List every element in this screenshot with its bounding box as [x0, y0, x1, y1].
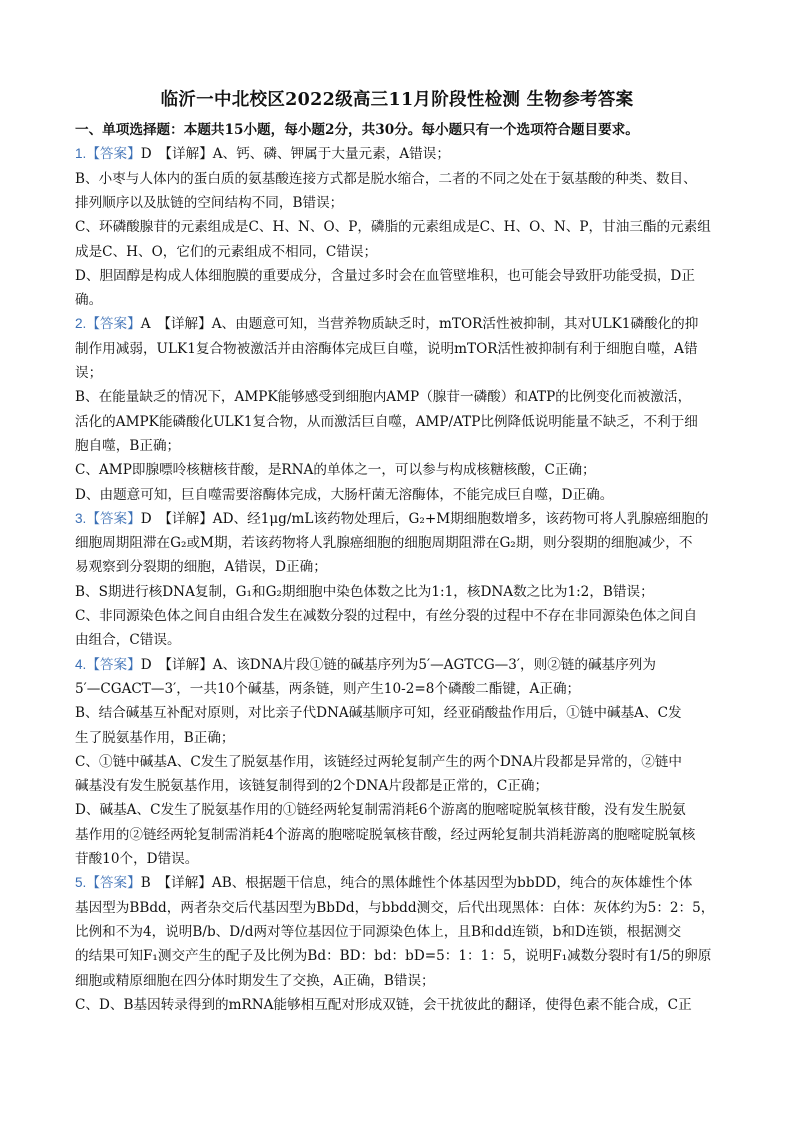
answer-line-text: 由组合，C错误。 [75, 632, 181, 649]
answer-line-text: 活化的AMPK能磷酸化ULK1复合物，从而激活巨自噬，AMP/ATP比例降低说明能量不缺乏，不利于细 [75, 413, 698, 430]
answer-line-text: 易观察到分裂期的细胞，A错误，D正确； [75, 559, 327, 576]
answer-line-text: 确。 [75, 292, 103, 309]
answer-line [75, 580, 725, 604]
answer-line-text: 【详解】AD、经1μg/mL该药物处理后，G₂+M期细胞数增多，该药物可将人乳腺癌细胞的 [151, 510, 709, 527]
answer-line [75, 483, 725, 507]
answer-line-text: 胞自噬，B正确； [75, 437, 181, 454]
answer-line-text: D、胆固醇是构成人体细胞膜的重要成分，含量过多时会在血管壁堆积，也可能会导致肝功能受损，D正 [75, 267, 695, 284]
answer-line [75, 215, 725, 239]
answer-line [75, 823, 725, 847]
answer-line [75, 385, 725, 409]
answer-line [75, 774, 725, 798]
answer-line [75, 628, 725, 652]
answer-line [75, 507, 725, 531]
answer-line-text: 【详解】A、钙、磷、钾属于大量元素，A错误； [151, 146, 450, 163]
answer-line [75, 798, 725, 822]
answer-line-text: 制作用减弱，ULK1复合物被激活并由溶酶体完成巨自噬，说明mTOR活性被抑制有利于细胞自噬，A错 [75, 340, 698, 357]
answer-choice: D [140, 146, 152, 163]
answer-line-text: C、①链中碱基A、C发生了脱氨基作用，该链经过两轮复制产生的两个DNA片段都是异常的，②链中 [75, 753, 682, 770]
answer-line-text: 细胞周期阻滞在G₂或M期，若该药物将人乳腺癌细胞的细胞周期阻滞在G₂期，则分裂期的细胞减少，不 [75, 535, 693, 552]
answer-line-text: B、在能量缺乏的情况下，AMPK能够感受到细胞内AMP（腺苷一磷酸）和ATP的比例变化而被激活， [75, 389, 692, 406]
answer-line [75, 920, 725, 944]
answer-line [75, 337, 725, 361]
answer-line [75, 288, 725, 312]
answer-line-text: B、小枣与人体内的蛋白质的氨基酸连接方式都是脱水缩合，二者的不同之处在于氨基酸的种类、数目、 [75, 170, 697, 187]
answer-line-text: C、AMP即腺嘌呤核糖核苷酸，是RNA的单体之一，可以参与构成核糖核酸，C正确； [75, 462, 596, 479]
answer-line [75, 531, 725, 555]
answer-line-text: B、结合碱基互补配对原则，对比亲子代DNA碱基顺序可知，经亚硝酸盐作用后，①链中碱基A、C发 [75, 705, 682, 722]
answer-line [75, 142, 725, 166]
question-number: 1. [75, 146, 87, 162]
answer-line [75, 871, 725, 895]
answer-line-text: B、S期进行核DNA复制，G₁和G₂期细胞中染色体数之比为1:1，核DNA数之比为1:2，B错误； [75, 583, 654, 600]
answer-line [75, 458, 725, 482]
answer-line-text: C、D、B基因转录得到的mRNA能够相互配对形成双链，会干扰彼此的翻译，使得色素不能合成，C正 [75, 996, 692, 1013]
question-number: 2. [75, 316, 87, 332]
answer-line [75, 944, 725, 968]
answer-line [75, 969, 725, 993]
answer-line [75, 896, 725, 920]
answer-line [75, 555, 725, 579]
answer-line-text: 【详解】A、该DNA片段①链的碱基序列为5′—AGTCG—3′，则②链的碱基序列为 [151, 656, 656, 673]
answer-line [75, 993, 725, 1017]
question-number: 4. [75, 656, 87, 672]
answer-tag: 【答案】 [86, 510, 141, 527]
answer-line [75, 167, 725, 191]
answer-line-text: 生了脱氨基作用，B正确； [75, 729, 235, 746]
answer-tag: 【答案】 [86, 316, 141, 333]
answer-line-text: C、环磷酸腺苷的元素组成是C、H、N、O、P，磷脂的元素组成是C、H、O、N、P，甘油三酯的元素组 [75, 219, 711, 236]
answer-line [75, 847, 725, 871]
answer-line-text: 【详解】A、由题意可知，当营养物质缺乏时，mTOR活性被抑制，其对ULK1磷酸化的抑 [150, 316, 699, 333]
answer-line-text: 成是C、H、O，它们的元素组成不相同，C错误； [75, 243, 378, 260]
answer-tag: 【答案】 [86, 875, 141, 892]
answer-line [75, 750, 725, 774]
answer-line-text: 苷酸10个，D错误。 [75, 851, 199, 867]
answer-line [75, 191, 725, 215]
answer-line-text: 的结果可知F₁测交产生的配子及比例为Bd：BD：bd：bD=5：1：1：5，说明F₁减数分裂时有1/5的卵原 [75, 948, 712, 965]
answer-choice: D [140, 656, 152, 673]
answer-line-text: 5′—CGACT—3′，一共10个碱基，两条链，则产生10-2=8个磷酸二酯键，A正确； [75, 680, 581, 697]
answer-line [75, 653, 725, 677]
answer-line-text: 误； [75, 365, 103, 381]
answer-line [75, 264, 725, 288]
answer-line [75, 312, 725, 336]
answer-tag: 【答案】 [86, 656, 141, 673]
answer-line [75, 726, 725, 750]
answer-choice: A [140, 316, 151, 333]
answer-line-text: D、碱基A、C发生了脱氨基作用的①链经两轮复制需消耗6个游离的胞嘧啶脱氧核苷酸，没有发生脱氨 [75, 802, 686, 819]
answer-line [75, 701, 725, 725]
answer-line-text: 【详解】AB、根据题干信息，纯合的黑体雌性个体基因型为bbDD，纯合的灰体雄性个体 [150, 875, 693, 892]
answer-line-text: 比例和不为4，说明B/b、D/d两对等位基因位于同源染色体上，且B和dd连锁，b和D连锁，根据测交 [75, 923, 682, 940]
page-title: 临沂一中北校区2022级高三11月阶段性检测 生物参考答案 [160, 90, 634, 110]
answer-line [75, 361, 725, 385]
answer-line-text: D、由题意可知，巨自噬需要溶酶体完成，大肠杆菌无溶酶体，不能完成巨自噬，D正确。 [75, 486, 614, 503]
answer-line [75, 240, 725, 264]
answer-line-text: 基作用的②链经两轮复制需消耗4个游离的胞嘧啶脱氧核苷酸，经过两轮复制共消耗游离的胞嘧啶脱氧核 [75, 826, 696, 843]
section-heading: 一、单项选择题：本题共15小题，每小题2分，共30分。每小题只有一个选项符合题目要求。 [75, 122, 639, 138]
answer-choice: D [140, 510, 152, 527]
question-number: 3. [75, 510, 87, 526]
answer-line [75, 434, 725, 458]
answer-line-text: 排列顺序以及肽链的空间结构不同，B错误； [75, 194, 344, 211]
answer-line-text: 基因型为BBdd，两者杂交后代基因型为BbDd，与bbdd测交，后代出现黑体：白体：灰体约为5：2：5， [75, 899, 715, 916]
answer-line-text: 碱基没有发生脱氨基作用，该链复制得到的2个DNA片段都是正常的，C正确； [75, 778, 549, 795]
answer-tag: 【答案】 [86, 146, 141, 163]
answer-line [75, 677, 725, 701]
answer-line [75, 604, 725, 628]
answer-line-text: C、非同源染色体之间自由组合发生在减数分裂的过程中，有丝分裂的过程中不存在非同源染色体之间自 [75, 608, 698, 624]
answer-line [75, 410, 725, 434]
answer-choice: B [140, 875, 151, 892]
question-number: 5. [75, 875, 87, 891]
answer-line-text: 细胞或精原细胞在四分体时期发生了交换，A正确，B错误； [75, 972, 435, 989]
